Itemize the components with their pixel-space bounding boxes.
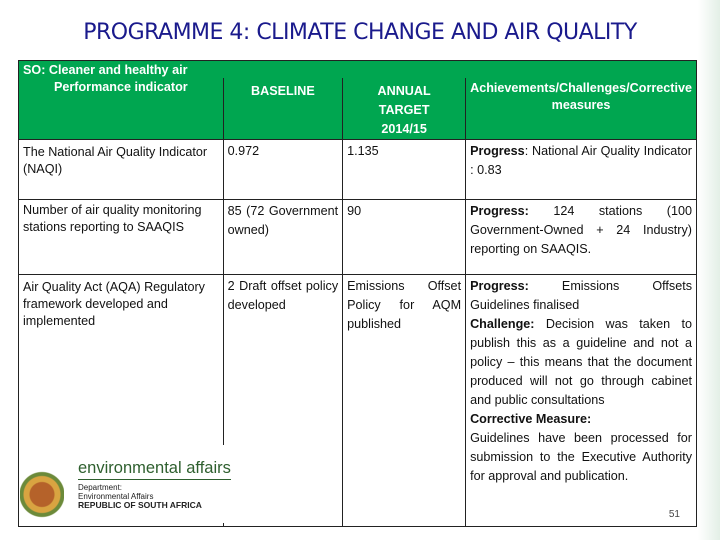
logo-dept-name: Environmental Affairs: [78, 492, 154, 501]
progress-label: Progress:: [470, 204, 529, 218]
corrective-text: Guidelines have been processed for submission to the Executive Authority for approval and publication.: [470, 431, 692, 483]
coat-of-arms-icon: [20, 449, 64, 519]
strategic-objective: SO: Cleaner and healthy air: [19, 61, 697, 79]
achievement-cell: [466, 140, 697, 200]
slide-edge-decoration: [698, 0, 720, 540]
indicator-cell: Number of air quality monitoring stations reporting to SAAQIS: [19, 200, 224, 275]
logo-dept: Department:: [78, 483, 123, 492]
logo-subtitle: [78, 483, 202, 510]
challenge-text: Decision was taken to publish this as a guideline and not a policy – this means that the document produced will not go through cabinet and public consultations: [470, 317, 692, 407]
baseline-cell: 2 Draft offset policy developed: [223, 275, 342, 527]
header-achievements: Achievements/Challenges/Corrective measures: [466, 78, 697, 140]
target-cell: Emissions Offset Policy for AQM published: [343, 275, 466, 527]
challenge-label: Challenge:: [470, 317, 535, 331]
baseline-cell: 0.972: [223, 140, 342, 200]
achievement-cell: [466, 275, 697, 527]
corrective-label: Corrective Measure:: [470, 412, 592, 426]
indicator-cell: The National Air Quality Indicator (NAQI): [19, 140, 224, 200]
table-row: [19, 200, 697, 275]
header-target: ANNUAL TARGET 2014/15: [343, 78, 466, 140]
table-row: [19, 140, 697, 200]
department-logo: [20, 445, 230, 523]
slide-title: PROGRAMME 4: CLIMATE CHANGE AND AIR QUALITY: [83, 20, 637, 45]
progress-label: Progress:: [470, 279, 529, 293]
baseline-cell: 85 (72 Government owned): [223, 200, 342, 275]
target-cell: 1.135: [343, 140, 466, 200]
logo-wordmark: environmental affairs: [78, 459, 231, 480]
progress-text: 124 stations (100 Government-Owned + 24 Industry) reporting on SAAQIS.: [470, 204, 692, 256]
logo-country: REPUBLIC OF SOUTH AFRICA: [78, 500, 202, 510]
indicator-cell: Air Quality Act (AQA) Regulatory framework developed and implemented: [19, 275, 224, 527]
page-number: 51: [668, 509, 680, 520]
header-baseline: BASELINE: [223, 78, 342, 140]
header-indicator: Performance indicator: [19, 78, 224, 140]
target-cell: 90: [343, 200, 466, 275]
progress-text: Emissions Offsets Guidelines finalised: [470, 279, 692, 312]
achievement-cell: [466, 200, 697, 275]
progress-label: Progress: [470, 144, 525, 158]
progress-text: : National Air Quality Indicator : 0.83: [470, 144, 692, 177]
